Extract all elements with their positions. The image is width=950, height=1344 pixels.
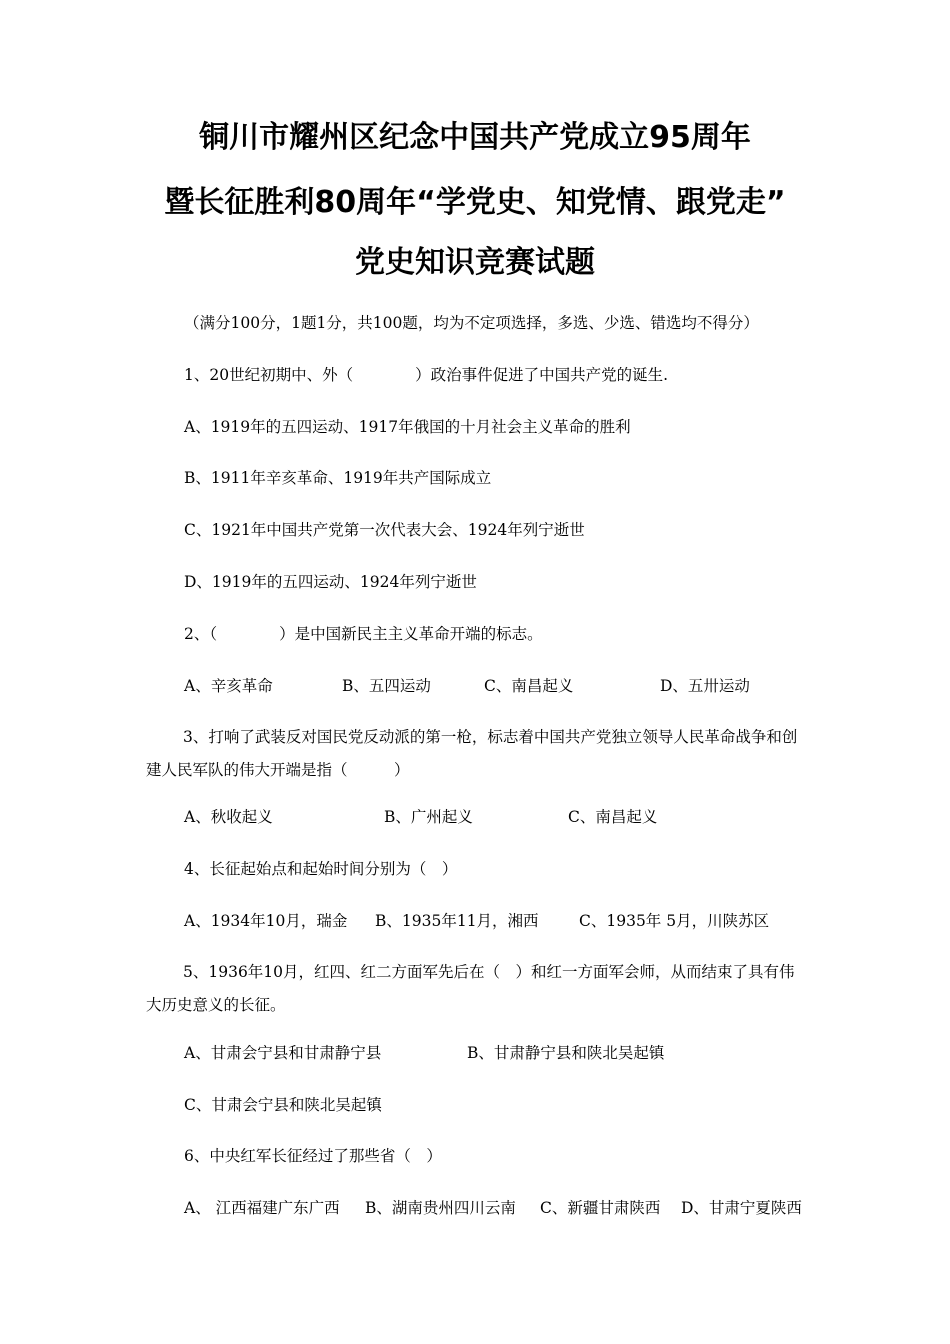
question-2-option-a: A、辛亥革命	[184, 677, 273, 695]
question-1-option-b: B、1911年辛亥革命、1919年共产国际成立	[184, 469, 492, 487]
question-6-option-d: D、甘肃宁夏陕西	[681, 1199, 802, 1217]
question-4-stem: 4、长征起始点和起始时间分别为（ ）	[184, 860, 458, 878]
question-2-option-b: B、五四运动	[342, 677, 431, 695]
instructions: （满分100分，1题1分，共100题，均为不定项选择，多选、少选、错选均不得分）	[184, 314, 759, 332]
question-4-option-a: A、1934年10月，瑞金	[184, 912, 348, 930]
question-2-option-d: D、五卅运动	[660, 677, 750, 695]
question-1-option-a: A、1919年的五四运动、1917年俄国的十月社会主义革命的胜利	[184, 418, 631, 436]
question-5-option-b: B、甘肃静宁县和陕北吴起镇	[467, 1044, 665, 1062]
question-4-option-b: B、1935年11月，湘西	[375, 912, 539, 930]
question-6-option-b: B、湖南贵州四川云南	[365, 1199, 516, 1217]
question-6-option-a: A、 江西福建广东广西	[184, 1199, 340, 1217]
question-1-option-d: D、1919年的五四运动、1924年列宁逝世	[184, 573, 477, 591]
question-6-stem: 6、中央红军长征经过了那些省（ ）	[184, 1147, 442, 1165]
question-2-option-c: C、南昌起义	[484, 677, 574, 695]
question-3-option-c: C、南昌起义	[568, 808, 658, 826]
title-line-1: 铜川市耀州区纪念中国共产党成立95周年	[199, 120, 751, 155]
question-1-option-c: C、1921年中国共产党第一次代表大会、1924年列宁逝世	[184, 521, 585, 539]
title-line-3: 党史知识竞赛试题	[355, 245, 595, 280]
question-4-option-c: C、1935年 5月，川陕苏区	[579, 912, 770, 930]
question-1-stem: 1、20世纪初期中、外（ ）政治事件促进了中国共产党的诞生.	[184, 366, 669, 384]
title-line-2: 暨长征胜利80周年“学党史、知党情、跟党走”	[164, 185, 786, 220]
question-6-option-c: C、新疆甘肃陕西	[540, 1199, 661, 1217]
question-3-option-b: B、广州起义	[384, 808, 473, 826]
question-5-option-a: A、甘肃会宁县和甘肃静宁县	[184, 1044, 382, 1062]
question-5-stem: 5、1936年10月，红四、红二方面军先后在（ ）和红一方面军会师，从而结束了具有伟大历史意义的长征。	[146, 963, 795, 1014]
question-2-stem: 2、（ ）是中国新民主主义革命开端的标志。	[184, 625, 543, 643]
question-5-option-c: C、甘肃会宁县和陕北吴起镇	[184, 1096, 382, 1114]
question-3-option-a: A、秋收起义	[184, 808, 273, 826]
question-3-stem: 3、打响了武装反对国民党反动派的第一枪，标志着中国共产党独立领导人民革命战争和创建人民军队的伟大开端是指（ ）	[146, 728, 798, 779]
